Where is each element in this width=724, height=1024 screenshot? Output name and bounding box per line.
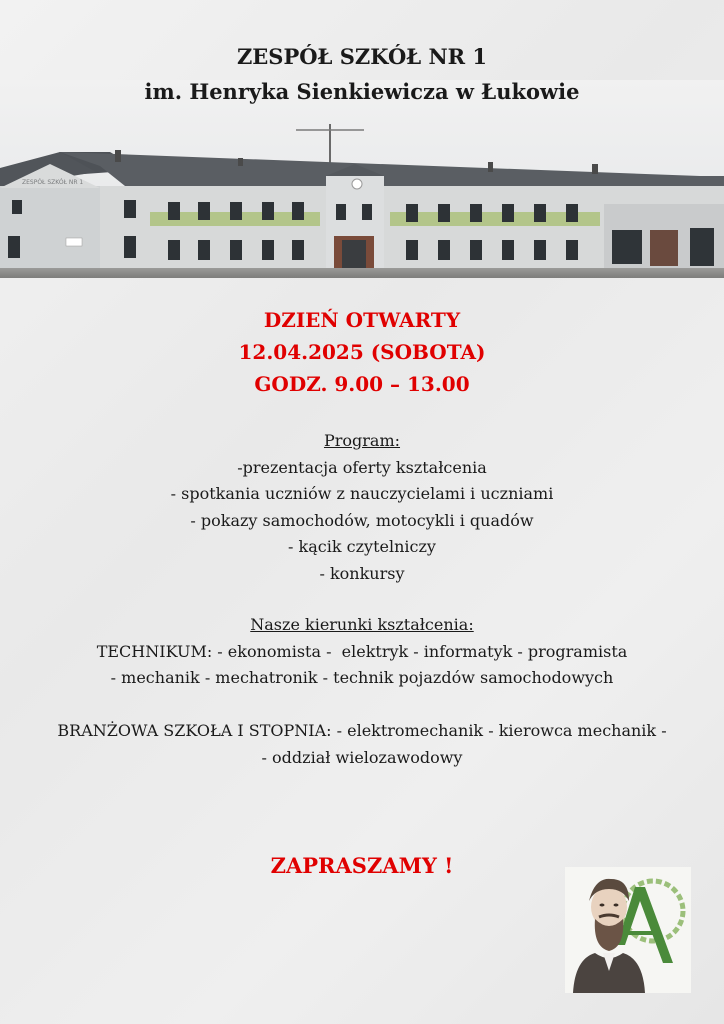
branzowa-section [0,717,724,771]
courses-heading: Nasze kierunki kształcenia: [250,615,474,634]
event-hours: GODZ. 9.00 – 13.00 [254,372,470,396]
technikum-line-1: TECHNIKUM: - ekonomista - elektryk - informatyk - programista [96,641,628,661]
program-item: - pokazy samochodów, motocykli i quadów [190,510,534,530]
technikum-line-2: - mechanik - mechatronik - technik pojazdów samochodowych [110,668,614,687]
branzowa-line-1: BRANŻOWA SZKOŁA I STOPNIA: - elektromechanik - kierowca mechanik - [57,721,667,740]
patron-portrait-logo [565,867,691,993]
branzowa-line-2: - oddział wielozawodowy [261,748,463,767]
facade-sign-text: ZESPÓŁ SZKÓŁ NR 1 [22,179,84,186]
school-header [0,40,724,110]
program-section [0,428,724,588]
event-date: 12.04.2025 (SOBOTA) [238,340,486,364]
program-item: - kącik czytelniczy [288,537,436,557]
courses-section [0,612,724,692]
event-title: DZIEŃ OTWARTY [263,308,461,332]
program-item: -prezentacja oferty kształcenia [237,457,487,477]
program-item: - spotkania uczniów z nauczycielami i uczniami [170,484,554,504]
school-patron: im. Henryka Sienkiewicza w Łukowie [144,79,580,104]
program-heading: Program: [323,431,401,450]
school-name: ZESPÓŁ SZKÓŁ NR 1 [236,44,488,69]
open-day-block [0,304,724,400]
program-item: - konkursy [319,563,405,583]
invitation-text: ZAPRASZAMY ! [270,853,454,878]
